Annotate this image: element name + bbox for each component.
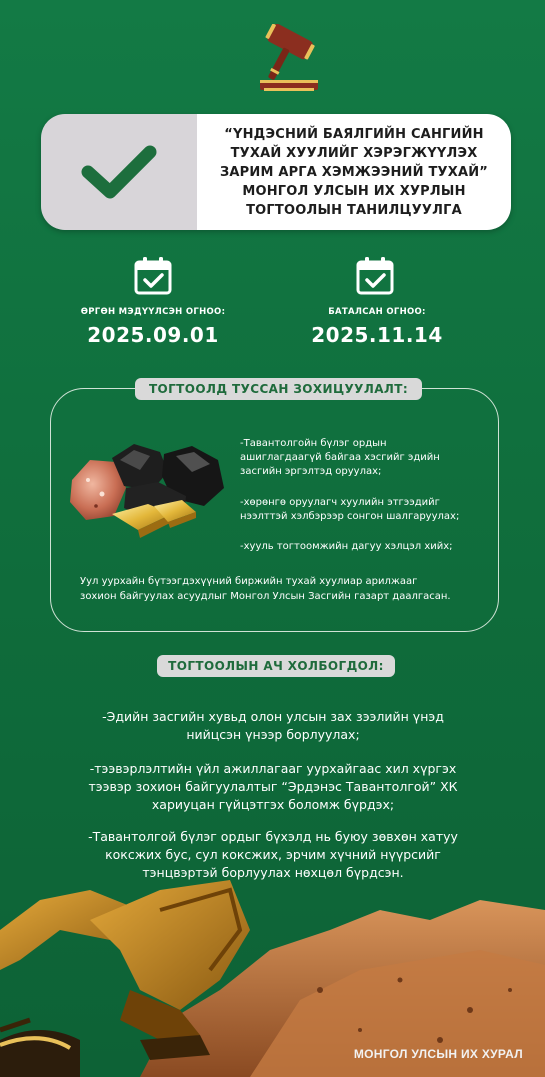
title-text-panel: [197, 114, 511, 230]
significance-heading: ТОГТООЛЫН АЧ ХОЛБОГДОЛ:: [157, 655, 395, 677]
approved-date-label: БАТАЛСАН ОГНОО:: [328, 307, 426, 317]
significance-item: -Тавантолгой бүлэг ордыг бүхэлд нь буюу зөвхөн хатуу коксжих бус, сул коксжих, эрчим хүчний нүүрсийг тэнцвэртэй борлуулах нөхцөл бүрдсэн.: [88, 829, 458, 880]
gavel-icon: [248, 24, 334, 98]
title-check-panel: [41, 114, 197, 230]
page-title: “ҮНДЭСНИЙ БАЯЛГИЙН САНГИЙН ТУХАЙ ХУУЛИЙГ ХЭРЭГЖҮҮЛЭХ ЗАРИМ АРГА ХЭМЖЭЭНИЙ ТУХАЙ” МОНГОЛ УЛСЫН ИХ ХУРЛЫН ТОГТООЛЫН ТАНИЛЦУУЛГА: [219, 126, 489, 218]
discussed-date-value: 2025.09.01: [87, 323, 219, 347]
significance-item: -Эдийн засгийн хувьд олон улсын зах зээлийн үнэд нийцсэн үнээр борлуулах;: [102, 709, 444, 742]
regulation-note: Уул уурхайн бүтээгдэхүүний биржийн тухай хуулиар арилжааг зохион байгуулах асуудлыг Монгол Улсын Засгийн газарт даалгасан.: [80, 576, 451, 602]
checkmark-icon: [80, 142, 158, 202]
regulation-item: -хөрөнгө оруулагч хуулийн этгээдийг нээлттэй хэлбэрээр сонгон шалгаруулах;: [240, 497, 460, 522]
title-card: [41, 114, 511, 230]
regulation-item: -хууль тогтоомжийн дагуу хэлцэл хийх;: [240, 541, 453, 552]
footer-organization: МОНГОЛ УЛСЫН ИХ ХУРАЛ: [353, 1047, 523, 1061]
excavator-image: [0, 870, 545, 1077]
regulation-item: -Тавантолгойн бүлэг ордын ашиглагдаагүй байгаа хэсгийг эдийн засгийн эргэлтэд оруулах;: [240, 438, 440, 477]
calendar-check-icon: [355, 256, 395, 296]
approved-date-value: 2025.11.14: [311, 323, 443, 347]
regulation-heading: ТОГТООЛД ТУССАН ЗОХИЦУУЛАЛТ:: [135, 378, 422, 400]
minerals-image: [68, 440, 228, 540]
significance-item: -тээвэрлэлтийн үйл ажиллагааг уурхайгаас хил хүргэх тээвэр зохион байгуулалтыг “Эрдэнэс Тавантолгой” ХК хариуцан гүйцэтгэх боломж бүрдэх;: [88, 761, 458, 812]
calendar-check-icon: [133, 256, 173, 296]
discussed-date-label: ӨРГӨН МЭДҮҮЛСЭН ОГНОО:: [80, 307, 226, 317]
